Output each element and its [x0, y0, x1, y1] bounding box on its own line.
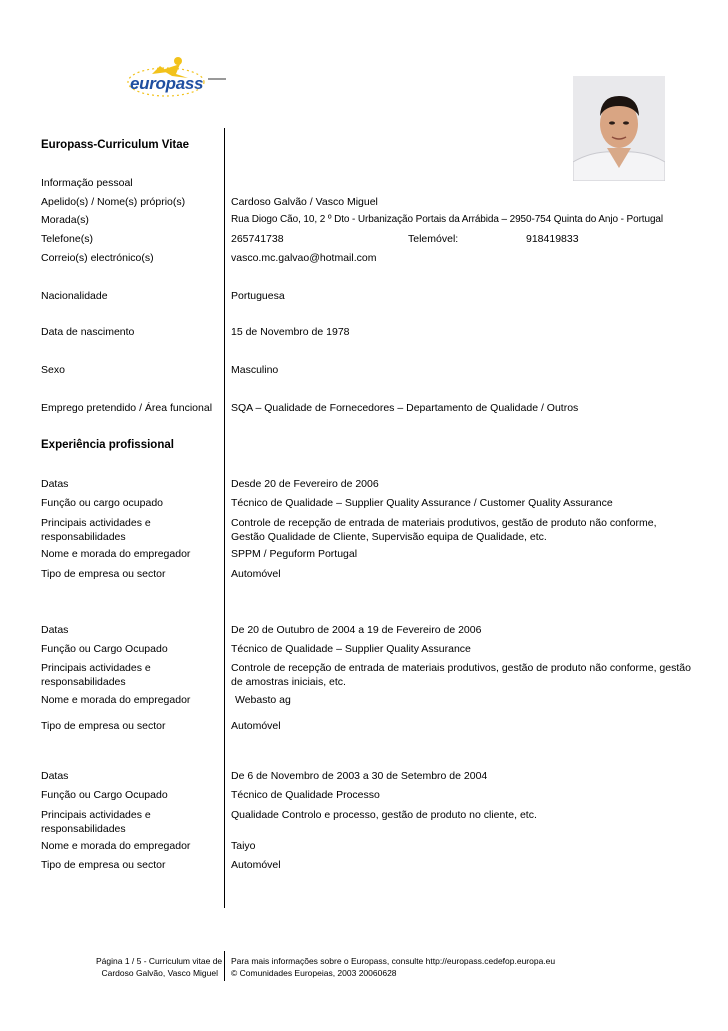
exp3-role-label: Função ou Cargo Ocupado [41, 789, 168, 801]
email-label: Correio(s) electrónico(s) [41, 252, 154, 264]
europass-logo [122, 52, 230, 102]
footer-page-line1: Página 1 / 5 - Curriculum vitae de [96, 956, 223, 966]
exp3-activities: Qualidade Controlo e processo, gestão de produto no cliente, etc. [231, 809, 537, 821]
job-label: Emprego pretendido / Área funcional [41, 402, 213, 414]
birth-value: 15 de Novembro de 1978 [231, 326, 350, 338]
cv-title: Europass-Curriculum Vitae [41, 139, 190, 151]
exp1-sector-label: Tipo de empresa ou sector [41, 568, 166, 580]
profile-photo [573, 76, 665, 181]
personal-info-heading: Informação pessoal [41, 177, 133, 189]
footer-europass-info [231, 955, 555, 979]
exp3-sector-label: Tipo de empresa ou sector [41, 859, 166, 871]
exp2-role: Técnico de Qualidade – Supplier Quality Assurance [231, 643, 471, 655]
exp1-activities: Controle de recepção de entrada de materiais produtivos, gestão de produto não conforme, Gestão Qualidade de Cliente, Supervisão equipa de Qualidade, etc. [231, 517, 657, 543]
europass-logo-text: europass [130, 74, 204, 93]
phone-value: 265741738 [231, 233, 284, 245]
name-value: Cardoso Galvão / Vasco Miguel [231, 196, 378, 208]
sex-label: Sexo [41, 364, 65, 376]
footer-page-info [96, 955, 223, 979]
footer-divider [224, 951, 225, 981]
exp1-sector: Automóvel [231, 568, 281, 580]
exp3-sector: Automóvel [231, 859, 281, 871]
exp1-activities-label: Principais actividades e responsabilidades [41, 517, 151, 543]
job-value: SQA – Qualidade de Fornecedores – Departamento de Qualidade / Outros [231, 402, 579, 414]
footer-page-line2: Cardoso Galvão, Vasco Miguel [101, 968, 218, 978]
exp3-dates: De 6 de Novembro de 2003 a 30 de Setembro de 2004 [231, 770, 488, 782]
email-value[interactable]: vasco.mc.galvao@hotmail.com [231, 252, 377, 264]
exp2-employer-label: Nome e morada do empregador [41, 694, 191, 706]
footer-info-line1: Para mais informações sobre o Europass, consulte http://europass.cedefop.europa.eu [231, 956, 556, 966]
sex-value: Masculino [231, 364, 279, 376]
exp1-dates-label: Datas [41, 478, 69, 490]
exp1-role-label: Função ou cargo ocupado [41, 497, 164, 509]
footer-info-line2: © Comunidades Europeias, 2003 20060628 [231, 968, 397, 978]
phone-label: Telefone(s) [41, 233, 93, 245]
exp2-dates-label: Datas [41, 624, 69, 636]
address-label: Morada(s) [41, 214, 89, 226]
exp2-sector: Automóvel [231, 720, 281, 732]
exp3-role: Técnico de Qualidade Processo [231, 789, 380, 801]
mobile-label: Telemóvel: [408, 233, 459, 245]
mobile-value: 918419833 [526, 233, 579, 245]
nationality-value: Portuguesa [231, 290, 285, 302]
exp2-sector-label: Tipo de empresa ou sector [41, 720, 166, 732]
birth-label: Data de nascimento [41, 326, 135, 338]
address-value: Rua Diogo Cão, 10, 2 º Dto - Urbanização Portais da Arrábida – 2950-754 Quinta do Anjo - Portugal [231, 214, 663, 225]
exp3-activities-label: Principais actividades e responsabilidades [41, 809, 151, 835]
column-divider [224, 128, 225, 908]
exp2-employer: Webasto ag [235, 694, 291, 706]
exp1-dates: Desde 20 de Fevereiro de 2006 [231, 478, 379, 490]
name-label: Apelido(s) / Nome(s) próprio(s) [41, 196, 186, 208]
exp1-role: Técnico de Qualidade – Supplier Quality Assurance / Customer Quality Assurance [231, 497, 613, 509]
exp3-employer: Taiyo [231, 840, 256, 852]
nationality-label: Nacionalidade [41, 290, 108, 302]
exp3-employer-label: Nome e morada do empregador [41, 840, 191, 852]
exp2-activities-label: Principais actividades e responsabilidades [41, 662, 151, 688]
exp2-activities: Controle de recepção de entrada de materiais produtivos, gestão de produto não conforme, gestão de amostras iniciais, etc. [231, 662, 691, 688]
experience-heading: Experiência profissional [41, 439, 174, 451]
exp3-dates-label: Datas [41, 770, 69, 782]
exp2-role-label: Função ou Cargo Ocupado [41, 643, 168, 655]
exp1-employer-label: Nome e morada do empregador [41, 548, 191, 560]
exp1-employer: SPPM / Peguform Portugal [231, 548, 358, 560]
exp2-dates: De 20 de Outubro de 2004 a 19 de Fevereiro de 2006 [231, 624, 482, 636]
